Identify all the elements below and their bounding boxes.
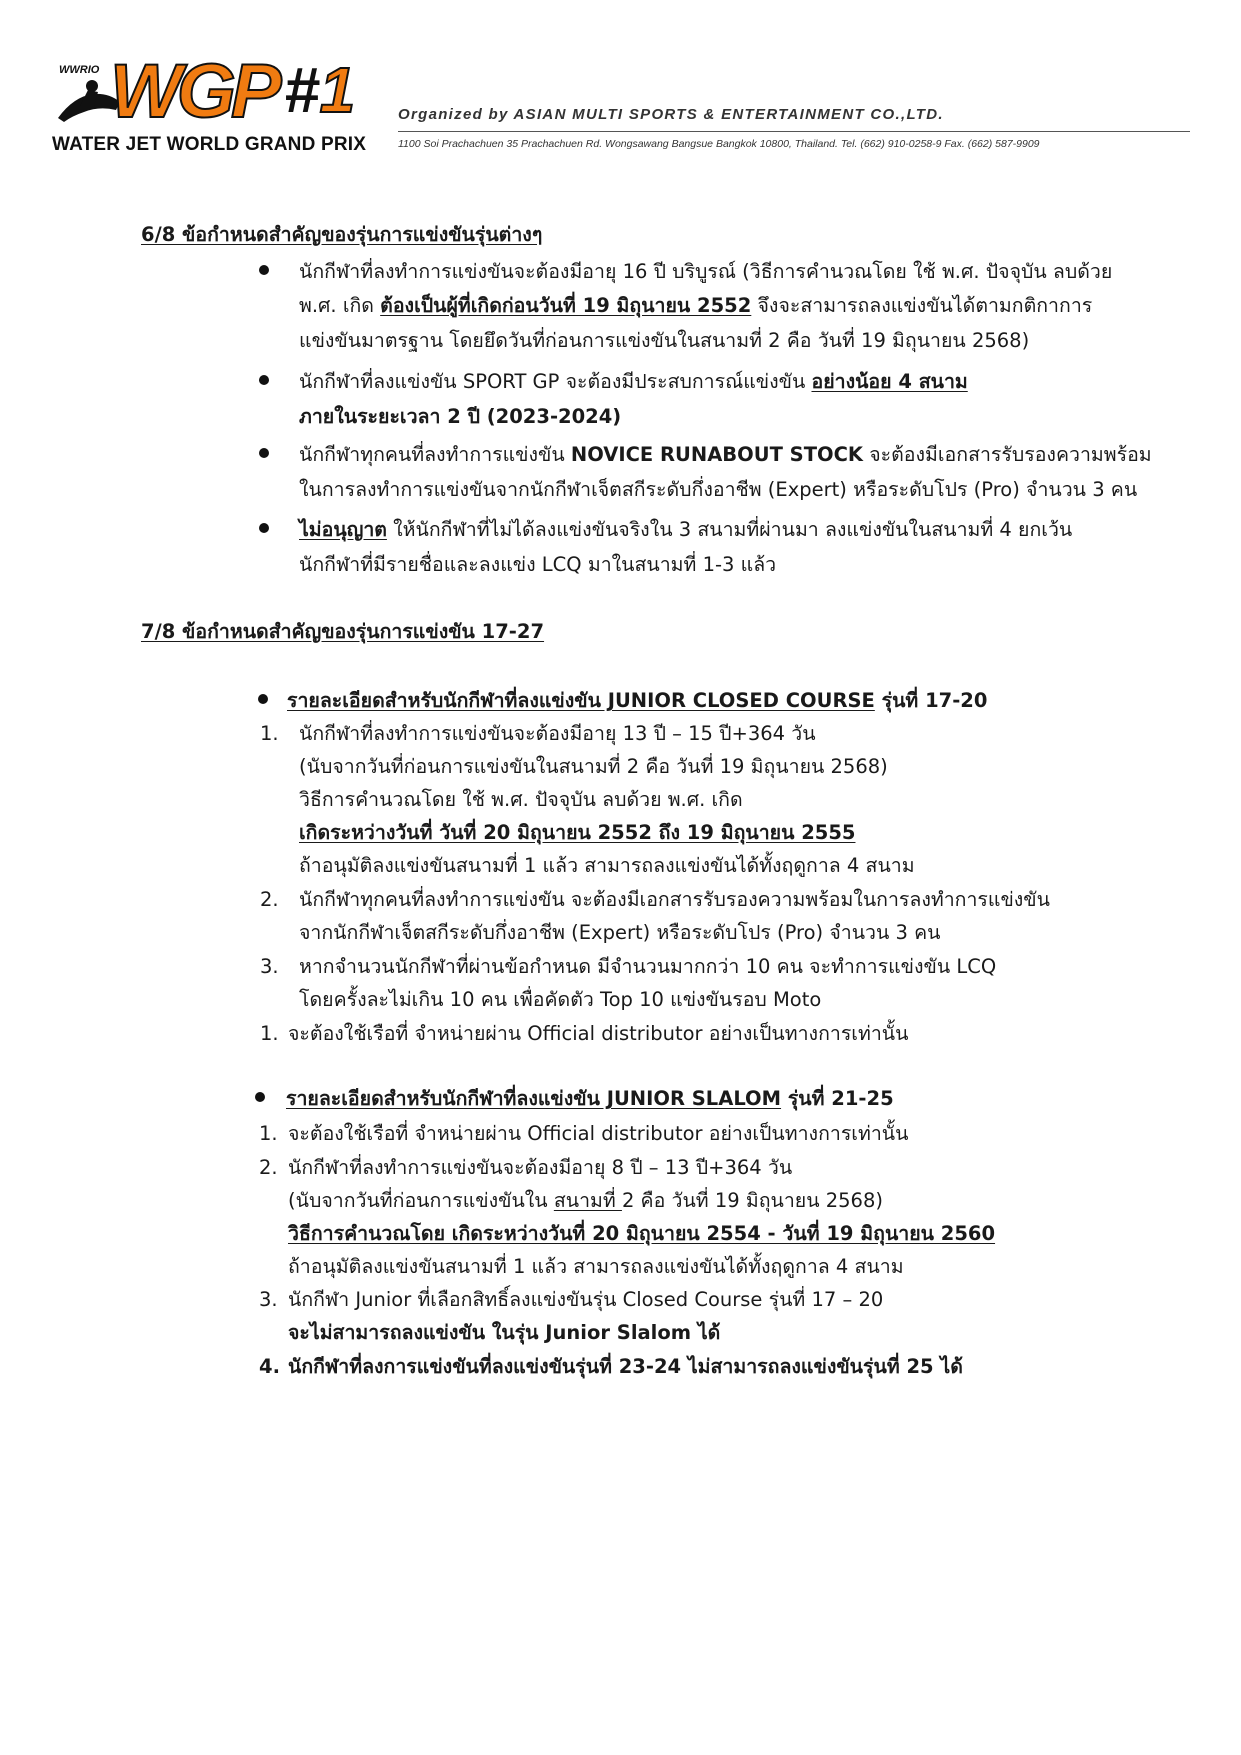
section-7-heading: 7/8 ข้อกำหนดสำคัญของรุ่นการแข่งขัน 17-27 [141,620,545,643]
s6-b1-line2: พ.ศ. เกิด ต้องเป็นผู้ที่เกิดก่อนวันที่ 19 มิถุนายน 2552 จึงจะสามารถลงแข่งขันได้ตามกติกาการ [299,294,1093,317]
s6-b4-emphasis: ไม่อนุญาต [299,518,387,541]
closed-item-number: 3. [260,955,279,978]
slalom-i3-line2: จะไม่สามารถลงแข่งขัน ในรุ่น Junior Slalom ได้ [288,1321,721,1344]
slalom-item-number: 2. [259,1156,278,1179]
logo-small-text: WWRIO [59,64,100,76]
closed-item-number: 1. [260,1022,279,1045]
closed-course-title: รายละเอียดสำหรับนักกีฬาที่ลงแข่งขัน JUNIOR CLOSED COURSE รุ่นที่ 17-20 [287,689,988,712]
closed-i1-line1: นักกีฬาที่ลงทำการแข่งขันจะต้องมีอายุ 13 ปี – 15 ปี+364 วัน [299,722,816,745]
logo-hash: # [284,54,320,126]
slalom-i2-line3: วิธีการคำนวณโดย เกิดระหว่างวันที่ 20 มิถุนายน 2554 - วันที่ 19 มิถุนายน 2560 [288,1222,996,1245]
s6-b2-line2: ภายในระยะเวลา 2 ปี (2023-2024) [299,405,622,428]
s6-b4-line2: นักกีฬาที่มีรายชื่อและลงแข่ง LCQ มาในสนามที่ 1-3 แล้ว [299,553,777,576]
closed-item-number: 1. [260,722,279,745]
closed-i4-line1: จะต้องใช้เรือที่ จำหน่ายผ่าน Official distributor อย่างเป็นทางการเท่านั้น [288,1022,909,1045]
closed-i1-line3: วิธีการคำนวณโดย ใช้ พ.ศ. ปัจจุบัน ลบด้วย พ.ศ. เกิด [299,788,743,811]
bullet-dot [259,375,269,385]
s6-b1-emphasis: ต้องเป็นผู้ที่เกิดก่อนวันที่ 19 มิถุนายน 2552 [380,294,752,317]
s6-b1-line3: แข่งขันมาตรฐาน โดยยึดวันที่ก่อนการแข่งขันในสนามที่ 2 คือ วันที่ 19 มิถุนายน 2568) [299,329,1030,352]
s6-b2-emphasis: อย่างน้อย 4 สนาม [811,370,968,393]
slalom-item-number: 4. [259,1355,280,1378]
s6-b4-line1: ไม่อนุญาต ให้นักกีฬาที่ไม่ได้ลงแข่งขันจริงใน 3 สนามที่ผ่านมา ลงแข่งขันในสนามที่ 4 ยกเว้น [299,518,1073,541]
closed-i2-line2: จากนักกีฬาเจ็ตสกีระดับกึ่งอาชีพ (Expert) หรือระดับโปร (Pro) จำนวน 3 คน [299,921,941,944]
bullet-dot [259,523,269,533]
slalom-i2-line1: นักกีฬาที่ลงทำการแข่งขันจะต้องมีอายุ 8 ปี – 13 ปี+364 วัน [288,1156,793,1179]
closed-i3-line2: โดยครั้งละไม่เกิน 10 คน เพื่อคัดตัว Top 10 แข่งขันรอบ Moto [299,988,822,1011]
logo-number [284,54,356,126]
slalom-i2-line4: ถ้าอนุมัติลงแข่งขันสนามที่ 1 แล้ว สามารถลงแข่งขันได้ทั้งฤดูกาล 4 สนาม [288,1255,904,1278]
bullet-dot [259,265,269,275]
bullet-dot [258,694,268,704]
bullet-dot [255,1092,265,1102]
wgp-logo [52,49,382,155]
bullet-dot [259,448,269,458]
organizer-address: 1100 Soi Prachachuen 35 Prachachuen Rd. Wongsawang Bangsue Bangkok 10800, Thailand. Tel. (662) 910-0258-9 Fax. (662) 587-9909 [398,138,1040,150]
s6-b3-line1: นักกีฬาทุกคนที่ลงทำการแข่งขัน NOVICE RUNABOUT STOCK จะต้องมีเอกสารรับรองความพร้อม [299,443,1152,466]
slalom-i1-line1: จะต้องใช้เรือที่ จำหน่ายผ่าน Official distributor อย่างเป็นทางการเท่านั้น [288,1122,909,1145]
closed-i1-line2: (นับจากวันที่ก่อนการแข่งขันในสนามที่ 2 คือ วันที่ 19 มิถุนายน 2568) [299,755,888,778]
organizer-line: Organized by ASIAN MULTI SPORTS & ENTERTAINMENT CO.,LTD. [398,106,944,123]
s6-b3-emphasis: NOVICE RUNABOUT STOCK [570,443,864,466]
slalom-i2-line2: (นับจากวันที่ก่อนการแข่งขันใน สนามที่ 2 คือ วันที่ 19 มิถุนายน 2568) [288,1189,883,1212]
closed-i1-line5: ถ้าอนุมัติลงแข่งขันสนามที่ 1 แล้ว สามารถลงแข่งขันได้ทั้งฤดูกาล 4 สนาม [299,854,915,877]
closed-i2-line1: นักกีฬาทุกคนที่ลงทำการแข่งขัน จะต้องมีเอกสารรับรองความพร้อมในการลงทำการแข่งขัน [299,888,1050,911]
slalom-item-number: 3. [259,1288,278,1311]
section-6-heading: 6/8 ข้อกำหนดสำคัญของรุ่นการแข่งขันรุ่นต่างๆ [141,223,543,246]
header-divider [398,131,1190,132]
logo-wgp-text: WGP [110,49,277,134]
slalom-item-number: 1. [259,1122,278,1145]
closed-i1-line4: เกิดระหว่างวันที่ วันที่ 20 มิถุนายน 2552 ถึง 19 มิถุนายน 2555 [299,821,856,844]
closed-i3-line1: หากจำนวนนักกีฬาที่ผ่านข้อกำหนด มีจำนวนมากกว่า 10 คน จะทำการแข่งขัน LCQ [299,955,997,978]
slalom-i3-line1: นักกีฬา Junior ที่เลือกสิทธิ์ลงแข่งขันรุ่น Closed Course รุ่นที่ 17 – 20 [288,1288,884,1311]
slalom-i4-line1: นักกีฬาที่ลงการแข่งขันที่ลงแข่งขันรุ่นที่ 23-24 ไม่สามารถลงแข่งขันรุ่นที่ 25 ได้ [288,1355,963,1378]
closed-item-number: 2. [260,888,279,911]
logo-one: 1 [319,54,356,126]
logo-tagline: WATER JET WORLD GRAND PRIX [52,134,367,155]
s6-b3-line2: ในการลงทำการแข่งขันจากนักกีฬาเจ็ตสกีระดับกึ่งอาชีพ (Expert) หรือระดับโปร (Pro) จำนวน 3 คน [299,478,1138,501]
s6-b1-line1: นักกีฬาที่ลงทำการแข่งขันจะต้องมีอายุ 16 ปี บริบูรณ์ (วิธีการคำนวณโดย ใช้ พ.ศ. ปัจจุบัน ลบด้วย [299,260,1113,283]
s6-b2-line1: นักกีฬาที่ลงแข่งขัน SPORT GP จะต้องมีประสบการณ์แข่งขัน อย่างน้อย 4 สนาม [299,370,968,393]
slalom-title: รายละเอียดสำหรับนักกีฬาที่ลงแข่งขัน JUNIOR SLALOM รุ่นที่ 21-25 [286,1087,894,1110]
